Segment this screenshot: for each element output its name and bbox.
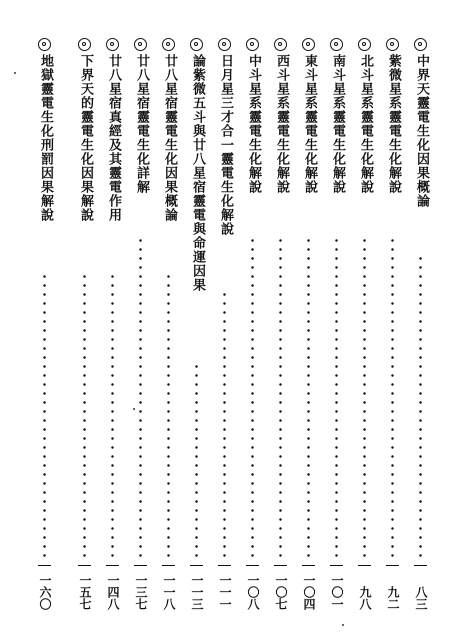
toc-entry-page: 九八 (358, 586, 372, 610)
toc-entry (300, 38, 320, 610)
leader-dash (246, 565, 259, 567)
leader-dash (330, 565, 343, 567)
double-circle-bullet-icon (218, 38, 231, 51)
toc-entry-title: 下界天的靈電生化因果解說 (78, 54, 93, 222)
toc-entry (356, 38, 376, 610)
leader-dash (38, 565, 51, 567)
leader-dash (134, 565, 147, 567)
dot-leader (139, 236, 142, 558)
double-circle-bullet-icon (274, 38, 287, 51)
toc-entry-title: 日月星三才合一靈電生化解說 (218, 54, 233, 236)
toc-entry (384, 38, 404, 610)
toc-entry (412, 38, 432, 610)
leader-dash (162, 565, 175, 567)
dot-leader (391, 236, 394, 558)
toc-entry-title: 廿八星宿靈電生化因果概論 (162, 54, 177, 222)
toc-entry-title: 論紫微五斗與廿八星宿靈電與命運因果 (190, 54, 205, 292)
toc-entry (188, 38, 208, 610)
dot-leader (83, 272, 86, 558)
double-circle-bullet-icon (190, 38, 203, 51)
double-circle-bullet-icon (330, 38, 343, 51)
toc-entry (36, 38, 56, 610)
dot-leader (43, 272, 46, 558)
dot-leader (195, 362, 198, 558)
toc-entry-title: 東斗星系靈電生化解說 (302, 54, 317, 194)
leader-dash (190, 565, 203, 567)
toc-entry-title: 廿八星宿靈電生化詳解 (134, 54, 149, 194)
toc-entry-page: 一一三 (190, 574, 204, 610)
toc-entry-page: 九二 (386, 586, 400, 610)
toc-entry-title: 北斗星系靈電生化解說 (358, 54, 373, 194)
scan-speck (342, 624, 344, 626)
toc-entry-page: 一〇七 (274, 574, 288, 610)
leader-dash (78, 565, 91, 567)
dot-leader (111, 272, 114, 558)
double-circle-bullet-icon (386, 38, 399, 51)
toc-entry-title: 南斗星系靈電生化解說 (330, 54, 345, 194)
scan-speck (14, 72, 16, 74)
leader-dash (274, 565, 287, 567)
dot-leader (335, 236, 338, 558)
toc-entry-page: 一五七 (78, 574, 92, 610)
toc-entry-page: 一六〇 (38, 574, 52, 610)
scan-speck (133, 408, 135, 410)
toc-entry (76, 38, 96, 610)
toc-entry-title: 地獄靈電生化刑罰因果解說 (38, 54, 53, 222)
toc-entry-title: 紫微星系靈電生化解說 (386, 54, 401, 194)
toc-entry-page: 八三 (414, 586, 428, 610)
double-circle-bullet-icon (302, 38, 315, 51)
leader-dash (358, 565, 371, 567)
toc-entry-title: 廿八星宿真經及其靈電作用 (106, 54, 121, 222)
leader-dash (414, 565, 427, 567)
dot-leader (167, 272, 170, 558)
toc-entry-page: 一一一 (218, 574, 232, 610)
double-circle-bullet-icon (414, 38, 427, 51)
toc-entry-title: 中界天靈電生化因果概論 (414, 54, 429, 208)
dot-leader (251, 236, 254, 558)
leader-dash (386, 565, 399, 567)
toc-entry-page: 一〇四 (302, 574, 316, 610)
double-circle-bullet-icon (162, 38, 175, 51)
toc-entry (216, 38, 236, 610)
toc-entry-page: 一一八 (162, 574, 176, 610)
toc-entry (272, 38, 292, 610)
toc-entry-title: 西斗星系靈電生化解說 (274, 54, 289, 194)
table-of-contents (0, 38, 456, 610)
dot-leader (223, 290, 226, 558)
leader-dash (106, 565, 119, 567)
toc-entry-page: 一〇一 (330, 574, 344, 610)
toc-entry (104, 38, 124, 610)
toc-entry-title: 中斗星系靈電生化解說 (246, 54, 261, 194)
leader-dash (218, 565, 231, 567)
toc-entry (244, 38, 264, 610)
double-circle-bullet-icon (106, 38, 119, 51)
double-circle-bullet-icon (246, 38, 259, 51)
double-circle-bullet-icon (78, 38, 91, 51)
leader-dash (302, 565, 315, 567)
dot-leader (363, 236, 366, 558)
double-circle-bullet-icon (134, 38, 147, 51)
double-circle-bullet-icon (358, 38, 371, 51)
dot-leader (419, 254, 422, 558)
toc-entry (328, 38, 348, 610)
toc-entry-page: 一〇八 (246, 574, 260, 610)
double-circle-bullet-icon (38, 38, 51, 51)
toc-entry-page: 一四八 (106, 574, 120, 610)
dot-leader (307, 236, 310, 558)
toc-entry (160, 38, 180, 610)
dot-leader (279, 236, 282, 558)
toc-entry (132, 38, 152, 610)
toc-entry-page: 一三七 (134, 574, 148, 610)
